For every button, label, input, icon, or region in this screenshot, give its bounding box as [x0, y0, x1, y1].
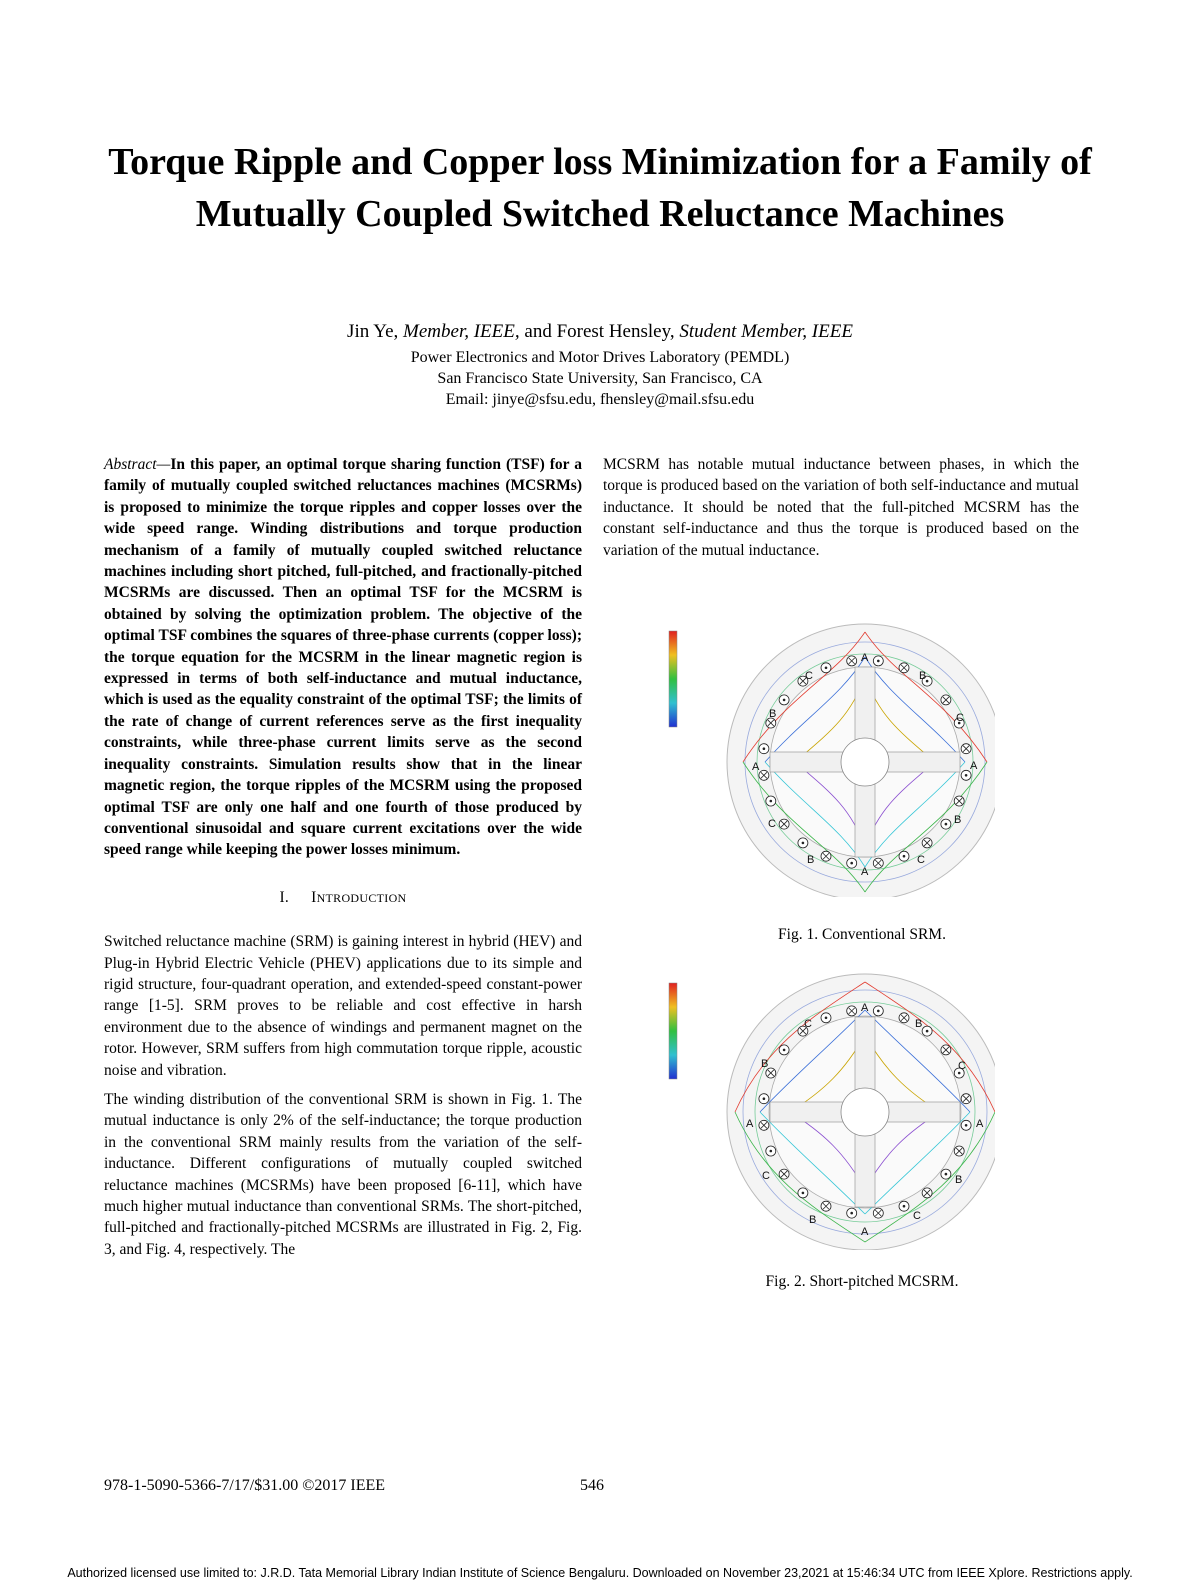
dot-icon [763, 1097, 766, 1100]
isbn-copyright: 978-1-5090-5366-7/17/$31.00 ©2017 IEEE [104, 1477, 386, 1494]
section-number: I. [279, 888, 290, 906]
phase-label: B [761, 1058, 769, 1070]
dot-icon [945, 823, 948, 826]
colorbar-legend [667, 621, 712, 727]
dot-icon [825, 1017, 828, 1020]
phase-label: C [804, 1018, 812, 1030]
phase-label: B [807, 854, 815, 866]
phase-label: B [769, 708, 777, 720]
affiliation-line: Power Electronics and Motor Drives Laboratory (PEMDL) [410, 349, 790, 366]
abstract-lead: Abstract— [104, 456, 171, 473]
phase-label: A [752, 761, 760, 773]
phase-label: A [861, 866, 869, 878]
left-column [104, 454, 582, 1268]
right-column [603, 454, 1079, 569]
section-rest: NTRODUCTION [316, 890, 407, 905]
figure-1-srm-field-plot [665, 617, 995, 897]
phase-label: A [861, 1226, 869, 1238]
dot-icon [802, 842, 805, 845]
paragraph: Switched reluctance machine (SRM) is gaining interest in hybrid (HEV) and Plug-in Hybrid Electric Vehicle (PHEV) applications due to its simple and rigid structure, four-quadrant operation, and extended-speed constant-power range [1-5]. SRM proves to be reliable and cost effective in harsh environment due to the absence of windings and permanent magnet on the rotor. However, SRM suffers from high commutation torque ripple, acoustic noise and vibration. [104, 933, 582, 1079]
phase-label: B [919, 670, 927, 682]
section-heading [104, 887, 582, 909]
author-name: Jin Ye, [347, 321, 399, 342]
phase-label: A [746, 1118, 754, 1130]
dot-icon [877, 1010, 880, 1013]
dot-icon [877, 660, 880, 663]
dot-icon [770, 800, 773, 803]
phase-label: A [970, 760, 978, 772]
phase-label: C [958, 1060, 966, 1072]
author-line [200, 320, 1000, 344]
dot-icon [903, 1205, 906, 1208]
phase-label: C [805, 670, 813, 682]
paragraph: MCSRM has notable mutual inductance between phases, in which the torque is produced based on the variation of both self-inductance and mutual inductance. It should be noted that the full-pitched MCSRM has the constant self-inductance and thus the torque is produced based on the variation of the mutual inductance. [603, 456, 1079, 559]
phase-label: B [954, 814, 962, 826]
dot-icon [825, 667, 828, 670]
phase-label: B [809, 1214, 817, 1226]
phase-label: B [955, 1174, 963, 1186]
phase-label: B [915, 1018, 923, 1030]
dot-icon [945, 1173, 948, 1176]
dot-icon [802, 1192, 805, 1195]
dot-icon [926, 1030, 929, 1033]
phase-label: A [861, 652, 869, 664]
author-role: Member, IEEE, [403, 321, 520, 342]
paragraph: The winding distribution of the conventional SRM is shown in Fig. 1. The mutual inductance is only 2% of the self-inductance; the torque production in the conventional SRM mainly results from the variation of the self-inductance. Different configurations of mutually coupled switched reluctance machines (MCSRMs) have been proposed [6-11], which have much higher mutual inductance than conventional SRMs. The short-pitched, full-pitched and fractionally-pitched MCSRMs are illustrated in Fig. 2, Fig. 3, and Fig. 4, respectively. The [104, 1090, 582, 1258]
author-joiner: and Forest Hensley, [524, 321, 675, 342]
phase-label: A [861, 1002, 869, 1014]
phase-label: C [956, 712, 964, 724]
phase-label: C [913, 1210, 921, 1222]
page-number: 546 [580, 1477, 604, 1494]
figure-2-caption: Fig. 2. Short-pitched MCSRM. [765, 1273, 959, 1290]
paper-title: Torque Ripple and Copper loss Minimization for a Family of Mutually Coupled Switched Reluctance Machines [108, 141, 1092, 235]
phase-label: C [762, 1170, 770, 1182]
affiliation-line: San Francisco State University, San Francisco, CA [437, 370, 763, 387]
section-first-letter: I [311, 888, 317, 906]
dot-icon [850, 862, 853, 865]
abstract [104, 454, 582, 861]
abstract-text: In this paper, an optimal torque sharing function (TSF) for a family of mutually coupled switched reluctances machines (MCSRMs) is proposed to minimize the torque ripples and copper losses over the wide speed range. Winding distributions and torque production mechanism of a family of mutually coupled switched reluctance machines including short pitched, full-pitched, and fractionally-pitched MCSRMs are discussed. Then an optimal TSF for the MCSRM is obtained by solving the optimization problem. The objective of the optimal TSF combines the squares of three-phase currents (copper loss); the torque equation for the MCSRM in the linear magnetic region is expressed in terms of both self-inductance and mutual inductance, which is used as the equality constraint of the optimal TSF; the limits of the rate of change of current references serve as the first inequality constraints, while three-phase current limits serve as the second inequality constraints. Simulation results show that in the linear magnetic region, the torque ripples of the MCSRM using the proposed optimal TSF are only one half and one fourth of those produced by conventional sinusoidal and square current excitations over the wide speed range while keeping the power losses minimum. [104, 456, 582, 859]
dot-icon [770, 1150, 773, 1153]
author-role: Student Member, IEEE [679, 321, 853, 342]
phase-label: C [917, 854, 925, 866]
figure-1-caption: Fig. 1. Conventional SRM. [778, 926, 946, 943]
colorbar-legend [667, 971, 712, 1079]
affiliation-email: Email: jinye@sfsu.edu, fhensley@mail.sfsu.edu [445, 391, 755, 408]
dot-icon [763, 747, 766, 750]
license-notice: Authorized licensed use limited to: J.R.D. Tata Memorial Library Indian Institute of Science Bengaluru. Downloaded on November 23,2021 at 15:46:34 UTC from IEEE Xplore. Restrictions apply. [67, 1566, 1133, 1580]
dot-icon [850, 1212, 853, 1215]
figure-2-mcsrm-field-plot [665, 965, 995, 1250]
phase-label: A [976, 1118, 984, 1130]
dot-icon [965, 774, 968, 777]
dot-icon [783, 1049, 786, 1052]
dot-icon [903, 855, 906, 858]
dot-icon [965, 1124, 968, 1127]
dot-icon [783, 699, 786, 702]
phase-label: C [768, 818, 776, 830]
dot-icon [958, 1072, 961, 1075]
affiliation [200, 347, 1000, 410]
